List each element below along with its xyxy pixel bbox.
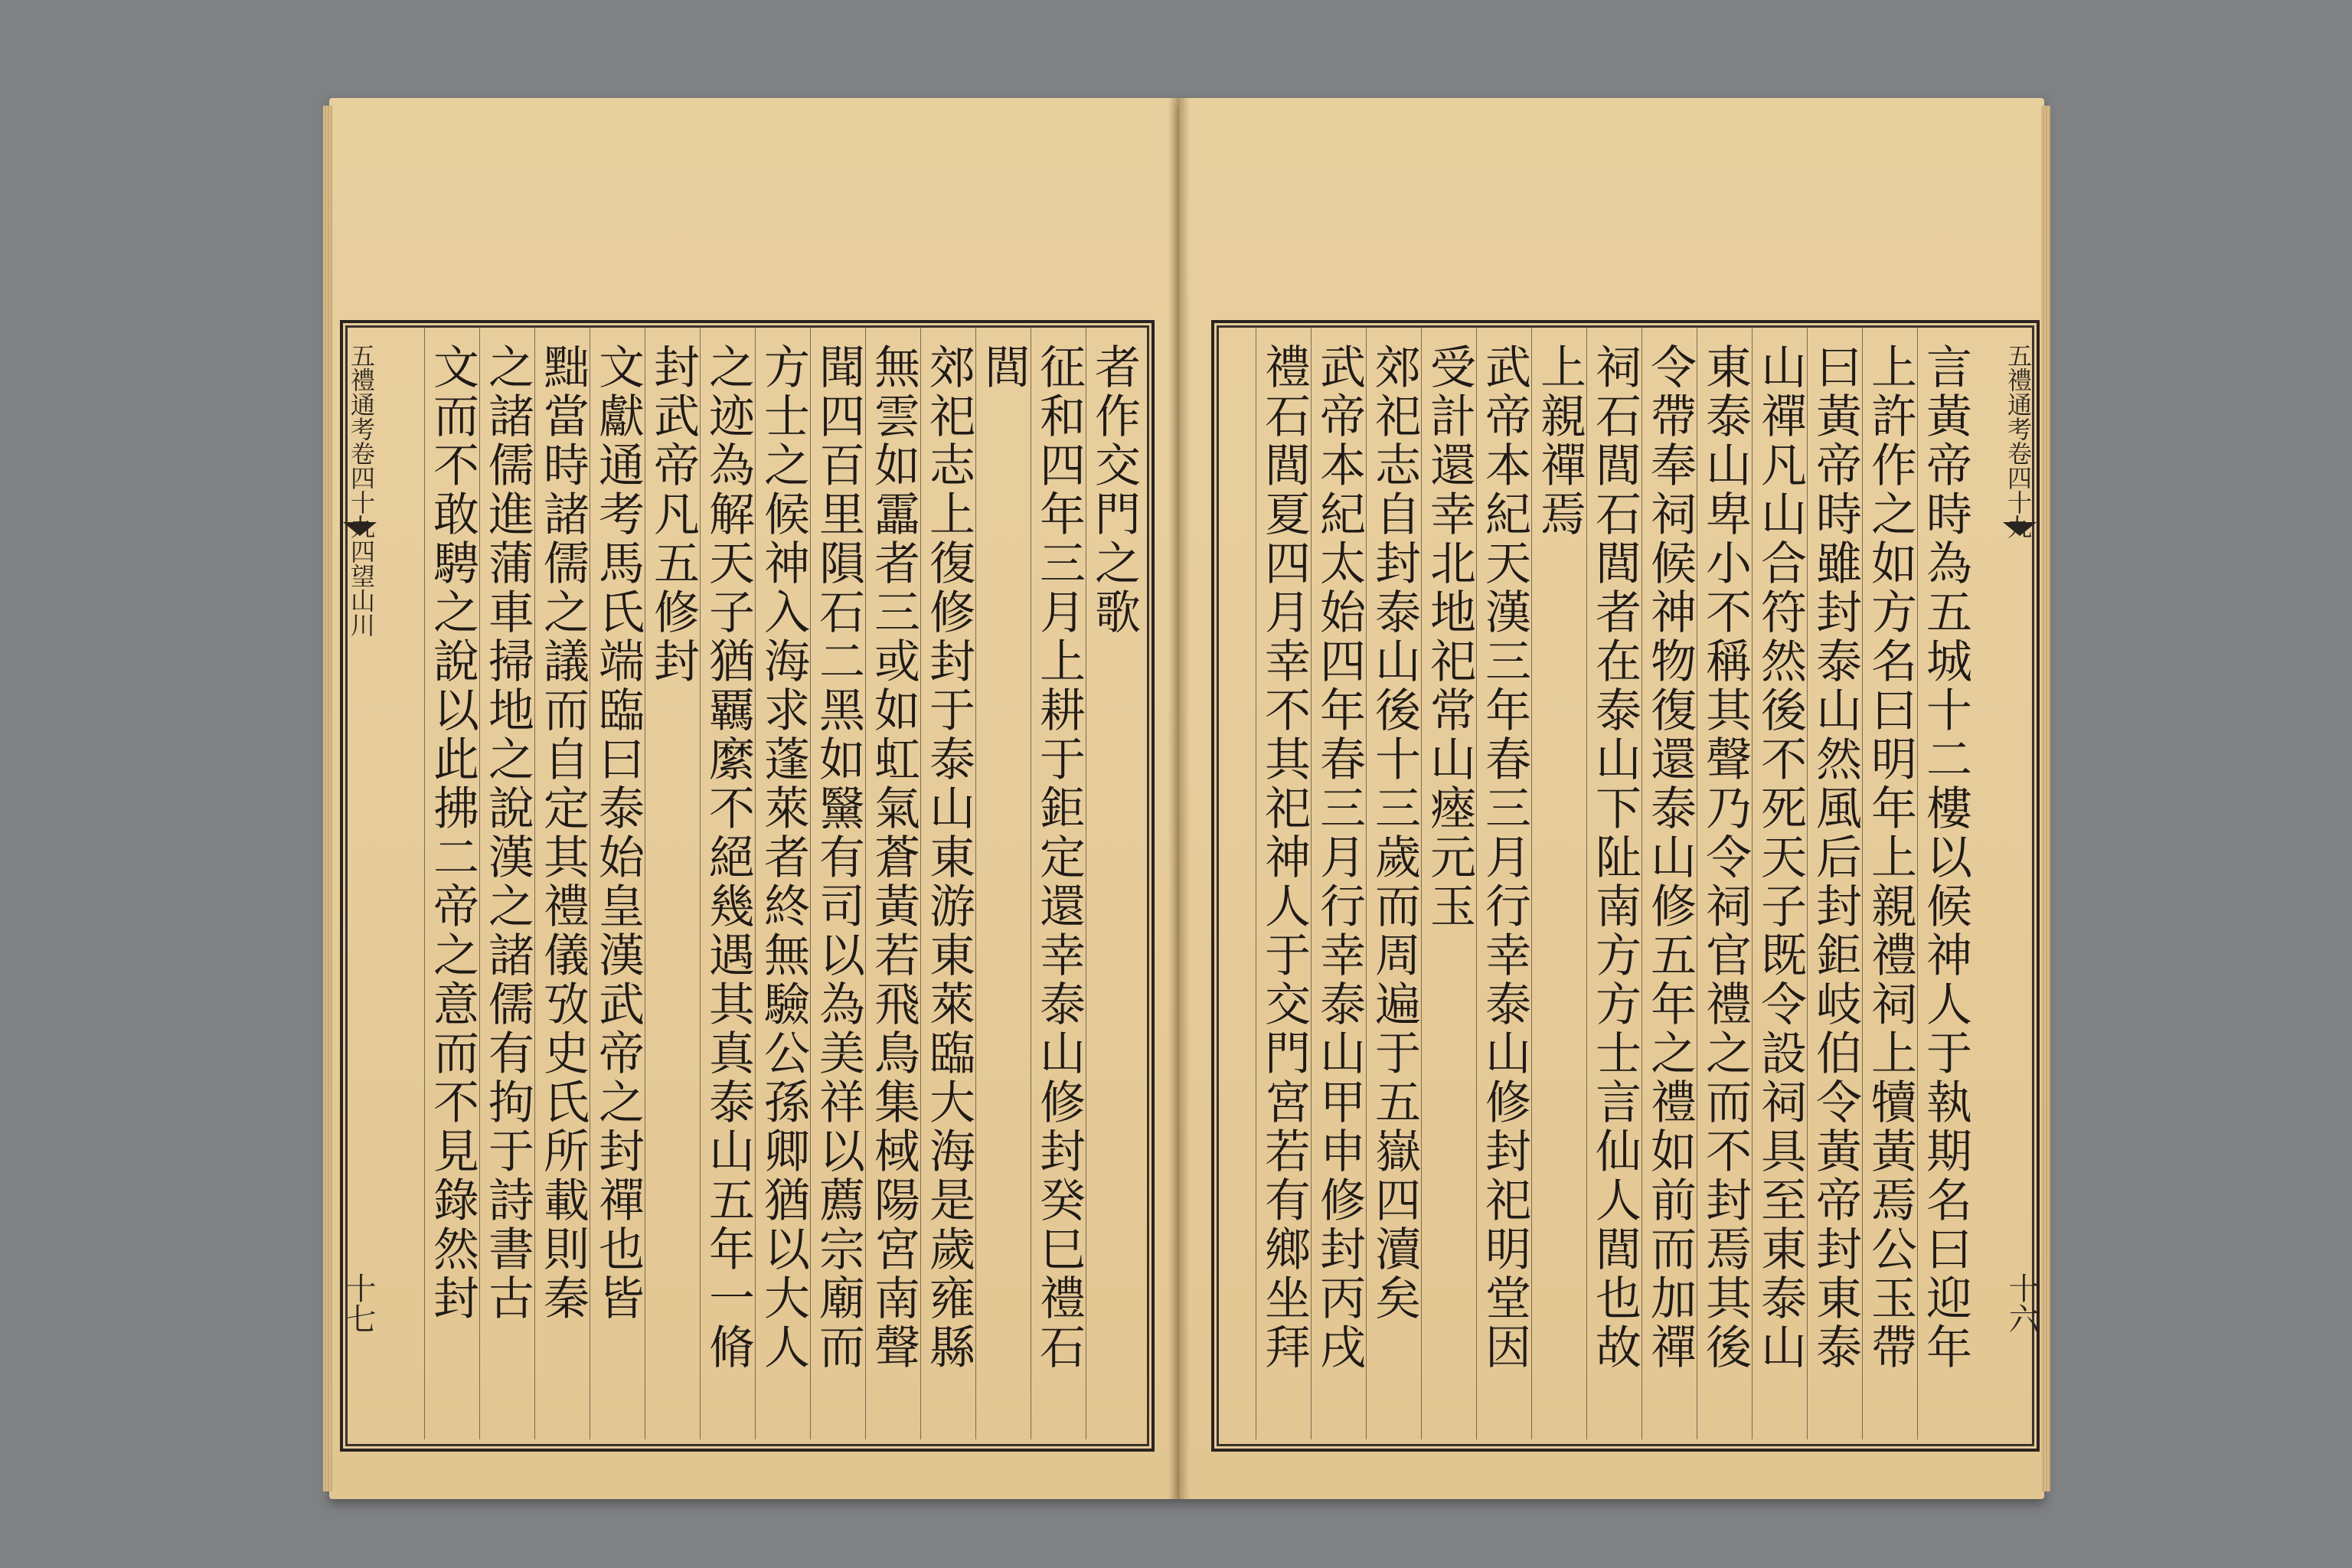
- book-gutter: [1168, 98, 1190, 1499]
- right-folio-number: 十六: [2004, 1272, 2039, 1334]
- column-rule: [1311, 328, 1312, 1439]
- column-rule: [810, 328, 811, 1439]
- column-rule: [534, 328, 535, 1439]
- text-column: 無雲如靁者三或如虹氣蒼黃若飛鳥集棫陽宮南聲: [867, 343, 920, 1372]
- column-rule: [865, 328, 866, 1439]
- text-column: 受計還幸北地祀常山瘞元玉: [1423, 343, 1476, 931]
- text-column: 征和四年三月上耕于鉅定還幸泰山修封癸巳禮石: [1032, 343, 1086, 1372]
- column-rule: [1366, 328, 1367, 1439]
- text-column: 封武帝凡五修封: [646, 343, 700, 686]
- column-rule: [479, 328, 480, 1439]
- column-rule: [1862, 328, 1863, 1439]
- book-spread: [329, 98, 2044, 1499]
- fishtail-mark-right: [2003, 522, 2037, 536]
- text-column: 禮石閭夏四月幸不其祀神人于交門宮若有鄉坐拜: [1257, 343, 1311, 1372]
- text-column: 曰黃帝時雖封泰山然風后封鉅岐伯令黃帝封東泰: [1808, 343, 1862, 1372]
- column-rule: [1807, 328, 1808, 1439]
- column-rule: [975, 328, 976, 1439]
- text-column: 東泰山卑小不稱其聲乃令祠官禮之而不封焉其後: [1698, 343, 1752, 1372]
- text-column: 上親禪焉: [1533, 343, 1586, 539]
- right-margin-title: 五禮通考卷四十九: [2004, 343, 2033, 539]
- text-column: 郊祀志自封泰山後十三歲而周遍于五嶽四瀆矣: [1367, 343, 1421, 1323]
- text-column: 令帶奉祠候神物復還泰山修五年之禮如前而加禪: [1643, 343, 1697, 1372]
- column-rule: [1752, 328, 1753, 1439]
- left-page-edge: [323, 106, 332, 1491]
- text-column: 文而不敢騁之說以此拂二帝之意而不見錄然封: [426, 343, 479, 1323]
- column-rule: [1476, 328, 1477, 1439]
- left-margin-title: 五禮通考卷四十九四望山川: [347, 343, 376, 637]
- left-folio-number: 十七: [341, 1272, 376, 1334]
- right-page-edge: [2041, 106, 2050, 1491]
- text-column: 武帝本紀天漢三年春三月行幸泰山修封祀明堂因: [1478, 343, 1531, 1372]
- text-column: 祠石閭石閭者在泰山下阯南方方士言仙人閭也故: [1588, 343, 1642, 1372]
- text-column: 郊祀志上復修封于泰山東游東萊臨大海是歲雍縣: [922, 343, 975, 1372]
- column-rule: [1421, 328, 1422, 1439]
- text-column: 山禪凡山合符然後不死天子既令設祠具至東泰山: [1753, 343, 1807, 1372]
- text-column: 之諸儒進蒲車掃地之說漢之諸儒有拘于詩書古: [481, 343, 534, 1323]
- column-rule: [1586, 328, 1587, 1439]
- column-rule: [920, 328, 921, 1439]
- column-rule: [1917, 328, 1918, 1439]
- text-column: 文獻通考馬氏端臨曰泰始皇漢武帝之封禪也皆: [591, 343, 645, 1323]
- text-column: 者作交門之歌: [1087, 343, 1141, 637]
- text-column: 閭: [977, 343, 1031, 392]
- text-column: 聞四百里隕石二黑如黳有司以為美祥以薦宗廟而: [812, 343, 865, 1372]
- left-text-block: [340, 320, 1155, 1452]
- column-rule: [700, 328, 701, 1439]
- right-text-block: [1211, 320, 2040, 1452]
- text-column: 言黃帝時為五城十二樓以候神人于執期名曰迎年: [1919, 343, 1972, 1372]
- fishtail-mark-top: [343, 522, 377, 536]
- text-column: 之迹為解天子猶覊縻不絕幾遇其真泰山五年一脩: [701, 343, 755, 1372]
- text-column: 武帝本紀太始四年春三月行幸泰山甲申修封丙戌: [1312, 343, 1366, 1372]
- text-column: 黜當時諸儒之議而自定其禮儀攷史氏所載則秦: [536, 343, 590, 1323]
- column-rule: [1531, 328, 1532, 1439]
- text-column: 上許作之如方名曰明年上親禮祠上犢黃焉公玉帶: [1864, 343, 1917, 1372]
- column-rule: [755, 328, 756, 1439]
- column-rule: [424, 328, 425, 1439]
- text-column: 方士之候神入海求蓬萊者終無驗公孫卿猶以大人: [756, 343, 810, 1372]
